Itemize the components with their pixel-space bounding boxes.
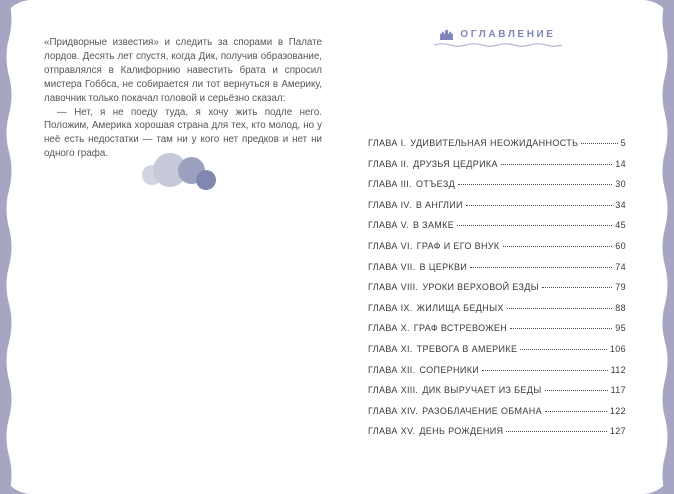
paragraph: «Придворные известия» и следить за спорами в Палате лордов. Десять лет спустя, когда Дик, получив образование, отправлялся в Калифорнию навестить брата и спросил мистера Гоббса, не собирается ли тот вернуться в Америку, лавочник только покачал головой и серьёзно сказал: bbox=[44, 37, 322, 104]
toc-dotted-leader bbox=[482, 370, 607, 371]
paragraph: — Нет, я не поеду туда, я хочу жить подле него. Положим, Америка хорошая страна для тех, кто молод, но у неё есть недостатки — там ни у кого нет предков и нет ни одного графа. bbox=[44, 106, 322, 160]
toc-entry-title: ГРАФ И ЕГО ВНУК bbox=[416, 240, 500, 251]
toc-row bbox=[368, 426, 626, 447]
toc-row bbox=[368, 323, 626, 344]
toc-entry-title: СОПЕРНИКИ bbox=[419, 364, 480, 375]
toc-row bbox=[368, 241, 626, 262]
toc-row bbox=[368, 159, 626, 180]
toc-chapter-label: ГЛАВА I. bbox=[368, 138, 407, 148]
toc-page-number: 95 bbox=[615, 323, 626, 334]
toc-dotted-leader bbox=[503, 246, 613, 247]
decor-circle bbox=[196, 170, 216, 190]
toc-row bbox=[368, 138, 626, 159]
toc-chapter-label: ГЛАВА II. bbox=[368, 158, 410, 169]
toc-dotted-leader bbox=[542, 287, 612, 288]
toc-row bbox=[368, 385, 626, 406]
toc-dotted-leader bbox=[501, 164, 612, 165]
toc-dotted-leader bbox=[507, 308, 613, 309]
toc-page-number: 88 bbox=[615, 302, 626, 313]
toc-chapter-label: ГЛАВА III. bbox=[368, 179, 412, 190]
toc-chapter-label: ГЛАВА V. bbox=[368, 220, 409, 231]
toc-dotted-leader bbox=[545, 390, 608, 391]
toc-page-number: 117 bbox=[610, 385, 626, 396]
toc-page-number: 127 bbox=[609, 426, 626, 437]
toc-chapter-label: ГЛАВА XII. bbox=[368, 364, 416, 375]
toc-chapter-label: ГЛАВА XV. bbox=[368, 426, 416, 437]
toc-dotted-leader bbox=[470, 267, 612, 268]
toc-page-number: 112 bbox=[610, 364, 626, 375]
toc-entry-title: УДИВИТЕЛЬНАЯ НЕОЖИДАННОСТЬ bbox=[410, 138, 579, 148]
toc-row bbox=[368, 179, 626, 200]
toc-entry-title: ЖИЛИЩА БЕДНЫХ bbox=[416, 302, 504, 313]
toc-dotted-leader bbox=[510, 328, 612, 329]
toc-dotted-leader bbox=[581, 143, 617, 144]
toc-chapter-label: ГЛАВА VII. bbox=[368, 261, 416, 272]
toc-row bbox=[368, 262, 626, 283]
toc-dotted-leader bbox=[457, 225, 612, 226]
toc-chapter-label: ГЛАВА XIII. bbox=[368, 385, 419, 396]
toc-entry-title: ДИК ВЫРУЧАЕТ ИЗ БЕДЫ bbox=[422, 385, 542, 396]
toc-entry-title: ДРУЗЬЯ ЦЕДРИКА bbox=[413, 158, 498, 169]
toc-dotted-leader bbox=[466, 205, 612, 206]
toc-dotted-leader bbox=[458, 184, 612, 185]
toc-row bbox=[368, 303, 626, 324]
toc-row bbox=[368, 282, 626, 303]
toc-page-number: 106 bbox=[609, 343, 626, 354]
toc-chapter-label: ГЛАВА XI. bbox=[368, 343, 413, 354]
toc-row bbox=[368, 365, 626, 386]
toc-chapter-label: ГЛАВА IX. bbox=[368, 302, 413, 313]
toc-dotted-leader bbox=[506, 431, 607, 432]
toc-page-number: 79 bbox=[615, 282, 626, 293]
toc-entry-title: ОТЪЕЗД bbox=[416, 179, 456, 190]
castle-crown-icon bbox=[439, 29, 454, 40]
toc-page-number: 74 bbox=[615, 261, 626, 272]
toc-entry-title: В ЗАМКЕ bbox=[412, 220, 455, 231]
toc-page-number: 34 bbox=[615, 199, 626, 210]
left-edge-wave bbox=[0, 0, 18, 494]
toc-row bbox=[368, 220, 626, 241]
toc-entry-title: РАЗОБЛАЧЕНИЕ ОБМАНА bbox=[422, 405, 542, 416]
toc-row bbox=[368, 200, 626, 221]
toc-page-number: 45 bbox=[615, 220, 626, 231]
toc-page-number: 30 bbox=[615, 179, 626, 190]
toc-dotted-leader bbox=[520, 349, 607, 350]
toc-row bbox=[368, 406, 626, 427]
left-page-text bbox=[44, 36, 322, 161]
toc-list bbox=[368, 138, 626, 447]
right-edge-wave bbox=[656, 0, 674, 494]
toc-page-number: 14 bbox=[615, 158, 626, 169]
toc-entry-title: В ЦЕРКВИ bbox=[419, 261, 468, 272]
toc-page-number: 60 bbox=[615, 240, 626, 251]
toc-page-number: 122 bbox=[609, 405, 626, 416]
toc-chapter-label: ГЛАВА X. bbox=[368, 323, 410, 334]
toc-chapter-label: ГЛАВА XIV. bbox=[368, 405, 419, 416]
toc-chapter-label: ГЛАВА IV. bbox=[368, 199, 412, 210]
toc-entry-title: В АНГЛИИ bbox=[415, 199, 463, 210]
toc-dotted-leader bbox=[545, 411, 607, 412]
toc-row bbox=[368, 344, 626, 365]
toc-entry-title: ДЕНЬ РОЖДЕНИЯ bbox=[419, 426, 504, 437]
toc-title: ОГЛАВЛЕНИЕ bbox=[460, 29, 556, 40]
header-underline-squiggle bbox=[433, 42, 563, 48]
toc-entry-title: ТРЕВОГА В АМЕРИКЕ bbox=[416, 343, 518, 354]
toc-entry-title: УРОКИ ВЕРХОВОЙ ЕЗДЫ bbox=[422, 282, 540, 293]
toc-chapter-label: ГЛАВА VIII. bbox=[368, 282, 419, 293]
toc-chapter-label: ГЛАВА VI. bbox=[368, 240, 413, 251]
toc-page-number: 5 bbox=[620, 138, 626, 148]
toc-entry-title: ГРАФ ВСТРЕВОЖЕН bbox=[413, 323, 508, 334]
toc-header bbox=[368, 29, 627, 48]
